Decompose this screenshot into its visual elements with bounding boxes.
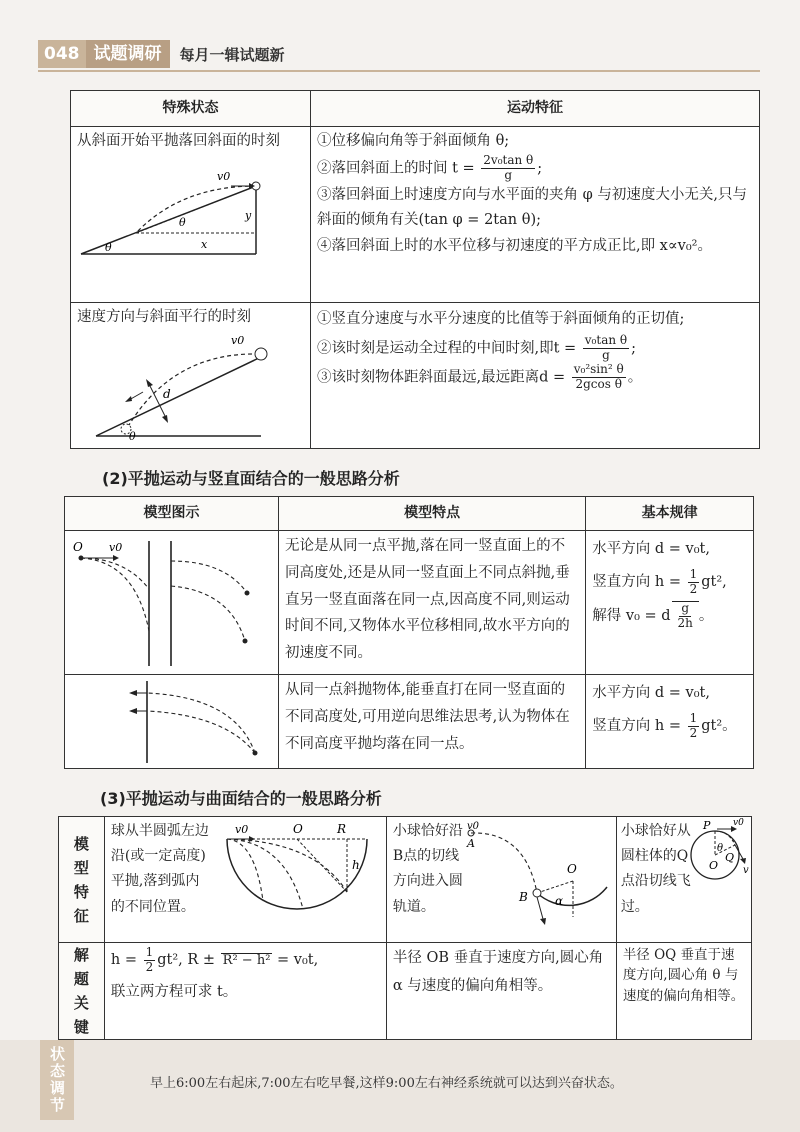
row-head-model: 模型特征	[59, 817, 105, 943]
fraction-den: 2	[145, 959, 154, 974]
label-theta: θ	[129, 430, 136, 444]
vertical-plane-table	[64, 496, 754, 769]
label-O: O	[292, 822, 303, 836]
parallel-velocity-diagram	[71, 332, 301, 444]
law-1-3-suffix: 。	[698, 607, 714, 624]
col-model-feature: 模型特点	[278, 497, 585, 531]
col-model-diagram: 模型图示	[65, 497, 279, 531]
model-diagram-cell-1	[65, 531, 279, 675]
feature-2-3-suffix: 。	[627, 369, 643, 386]
curve-cell-3	[616, 817, 751, 943]
state-text-1: 从斜面开始平抛落回斜面的时刻	[77, 133, 280, 149]
model-feature-1: 无论是从同一点平抛,落在同一竖直面上的不同高度处,还是从同一竖直面上不同点斜抛,垂直另一竖直面落在同一点,因高度不同,则运动时间不同,又物体水平位移相同,故水平方向的初速度不同。	[284, 538, 570, 662]
page-number: 048	[38, 40, 86, 68]
fraction	[572, 363, 626, 392]
label-x: x	[201, 237, 208, 251]
law-1-3-prefix: 解得 v₀ = d	[592, 607, 671, 624]
feature-1-2	[317, 154, 753, 183]
model-feature-2: 从同一点斜抛物体,能垂直打在同一竖直面的不同高度处,可用逆向思维法思考,认为物体在不同高度平抛均落在同一点。	[284, 682, 570, 752]
col-special-state: 特殊状态	[71, 91, 311, 127]
feature-1-2-prefix: ②落回斜面上的时间 t =	[316, 160, 475, 177]
col-motion-feature: 运动特征	[310, 91, 759, 127]
fraction-den: 2gcos θ	[575, 377, 622, 392]
semicircle-diagram	[215, 817, 383, 937]
law-2-2	[592, 710, 747, 743]
state-text-2: 速度方向与斜面平行的时刻	[77, 309, 251, 325]
fraction-num: g	[681, 600, 690, 615]
sqrt: R² − h²	[222, 953, 271, 968]
law-1-2-suffix: gt²,	[701, 574, 727, 591]
model-feature-cell-1	[278, 531, 585, 675]
fraction-den: g	[504, 168, 513, 183]
key-cell-2	[386, 943, 616, 1040]
fraction-num: v₀²sin² θ	[573, 362, 624, 377]
fraction	[144, 946, 156, 975]
law-2-2-prefix: 竖直方向 h =	[592, 718, 681, 735]
fraction-num: 1	[145, 944, 154, 959]
fraction-den: 2	[689, 581, 698, 596]
fraction	[688, 712, 700, 741]
header-rule	[38, 70, 760, 72]
label-v0: v0	[234, 823, 249, 836]
fraction-num: 2v₀tan θ	[483, 153, 534, 168]
header-subtitle: 每月一辑试题新	[179, 45, 285, 64]
key-1-suffix: = v₀t,	[277, 952, 319, 968]
feature-2-2-suffix: ;	[631, 340, 637, 357]
label-O: O	[708, 859, 718, 872]
label-P: P	[702, 819, 711, 832]
feature-cell-2	[310, 303, 759, 449]
key-1-line-2: 联立两方程可求 t。	[110, 983, 238, 1000]
label-A: A	[466, 837, 475, 850]
label-O: O	[73, 540, 83, 554]
label-v0: v0	[217, 169, 231, 183]
curve-text-3: 小球恰好从圆柱体的Q点沿切线飞过。	[620, 823, 691, 915]
basic-law-cell-1	[586, 531, 754, 675]
label-R: R	[336, 822, 346, 836]
fraction-num: v₀tan θ	[584, 333, 628, 347]
law-2-1: 水平方向 d = v₀t,	[592, 685, 710, 701]
label-alpha: α	[554, 894, 563, 908]
model-feature-cell-2	[278, 675, 585, 769]
fraction	[676, 602, 695, 631]
col-basic-law: 基本规律	[586, 497, 754, 531]
law-1-2-prefix: 竖直方向 h =	[592, 574, 681, 591]
label-d: d	[163, 387, 171, 402]
label-v0: v0	[732, 818, 744, 828]
fraction-den: g	[602, 347, 610, 362]
fraction	[688, 568, 700, 597]
feature-1-1: ①位移偏向角等于斜面倾角 θ;	[316, 133, 510, 149]
state-cell-1	[71, 127, 311, 303]
feature-1-2-suffix: ;	[537, 160, 543, 177]
fraction	[481, 154, 535, 183]
label-theta-base: θ	[105, 240, 112, 254]
key-1-mid: gt², R ±	[157, 952, 216, 968]
feature-2-2-prefix: ②该时刻是运动全过程的中间时刻,即t =	[316, 340, 577, 357]
law-1-1: 水平方向 d = v₀t,	[592, 541, 710, 557]
special-state-table	[70, 90, 760, 449]
label-theta: θ	[716, 843, 723, 854]
curve-text-1: 球从半圆弧左边沿(或一定高度)平抛,落到弧内的不同位置。	[110, 823, 209, 915]
law-1-2	[592, 566, 747, 599]
feature-2-1: ①竖直分速度与水平分速度的比值等于斜面倾角的正切值;	[316, 311, 685, 327]
vertical-wall-diagram-2	[65, 675, 277, 767]
fraction-num: 1	[689, 711, 698, 726]
curve-cell-1	[104, 817, 386, 943]
label-theta-top: θ	[179, 215, 186, 229]
label-O: O	[566, 862, 577, 876]
fraction-den: 2h	[677, 615, 693, 630]
curve-text-2: 小球恰好沿B点的切线方向进入圆轨道。	[392, 823, 463, 915]
key-1-prefix: h =	[110, 952, 137, 968]
sqrt	[672, 601, 699, 631]
label-Q: Q	[724, 851, 734, 864]
feature-1-3: ③落回斜面上时速度方向与水平面的夹角 φ 与初速度大小无关,只与斜面的倾角有关(tan φ = 2tan θ);	[316, 186, 747, 229]
page-header	[38, 40, 285, 68]
row-head-key: 解题关键	[59, 943, 105, 1040]
label-v: v	[742, 865, 749, 876]
section-3-title: (3)平抛运动与曲面结合的一般思路分析	[100, 789, 382, 808]
basic-law-cell-2	[586, 675, 754, 769]
section-name: 试题调研	[86, 40, 170, 68]
fraction	[583, 334, 629, 363]
fraction-num: 1	[689, 567, 698, 582]
vertical-wall-diagram-1	[65, 531, 277, 671]
feature-2-3-prefix: ③该时刻物体距斜面最远,最远距离d =	[316, 369, 566, 386]
label-v0: v0	[231, 334, 245, 348]
feature-1-4: ④落回斜面上时的水平位移与初速度的平方成正比,即 x∝v₀²。	[316, 237, 712, 254]
label-v0: v0	[466, 821, 479, 832]
key-cell-1	[104, 943, 386, 1040]
fraction-den: 2	[689, 725, 698, 740]
footer-tip: 早上6:00左右起床,7:00左右吃早餐,这样9:00左右神经系统就可以达到兴奋状态。	[150, 1076, 623, 1091]
model-diagram-cell-2	[65, 675, 279, 769]
key-2: 半径 OB 垂直于速度方向,圆心角 α 与速度的偏向角相等。	[392, 950, 604, 994]
feature-2-2	[317, 334, 753, 363]
curved-surface-table	[58, 816, 752, 1040]
label-B: B	[518, 890, 528, 904]
law-2-2-suffix: gt²。	[701, 718, 737, 735]
feature-2-3	[317, 363, 753, 392]
law-1-3	[592, 600, 747, 633]
section-2-title: (2)平抛运动与竖直面结合的一般思路分析	[102, 469, 400, 488]
label-v0: v0	[109, 541, 123, 554]
key-cell-3	[616, 943, 751, 1040]
footer-tab: 状态调节	[40, 1040, 74, 1120]
incline-projectile-diagram	[71, 156, 301, 266]
circular-track-diagram	[465, 817, 613, 937]
state-cell-2	[71, 303, 311, 449]
label-y: y	[245, 208, 252, 222]
curve-cell-2	[386, 817, 616, 943]
key-3: 半径 OQ 垂直于速度方向,圆心角 θ 与速度的偏向角相等。	[622, 947, 745, 1004]
feature-cell-1	[310, 127, 759, 303]
label-h: h	[351, 858, 360, 872]
key-1-line-1	[111, 945, 380, 977]
